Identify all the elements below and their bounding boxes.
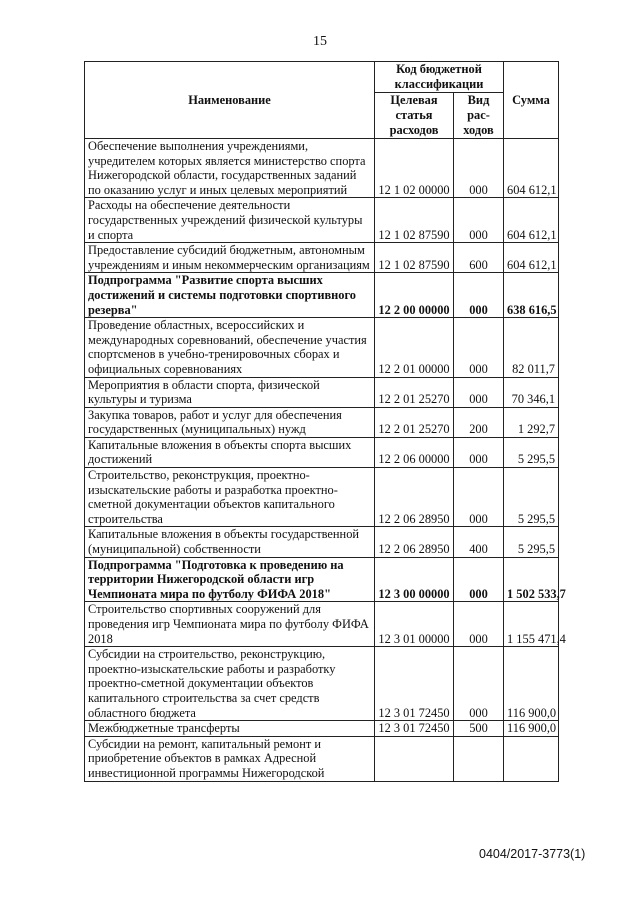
table-row [85,468,559,527]
row-target-article: 12 2 01 00000 [375,318,454,377]
row-target-article: 12 2 00 00000 [375,273,454,318]
document-number: 0404/2017-3773(1) [479,847,586,861]
table-row [85,273,559,318]
row-sum: 604 612,1 [504,198,559,243]
row-expense-type: 000 [454,602,504,647]
row-sum: 604 612,1 [504,243,559,273]
table-row [85,527,559,557]
row-expense-type: 500 [454,721,504,737]
row-target-article: 12 1 02 00000 [375,139,454,198]
row-name: Подпрограмма "Развитие спорта высших достижений и системы подготовки спортивного резерва" [85,273,375,318]
row-name: Мероприятия в области спорта, физической культуры и туризма [85,377,375,407]
row-target-article: 12 2 06 28950 [375,468,454,527]
row-sum: 70 346,1 [504,377,559,407]
row-expense-type: 000 [454,318,504,377]
table-body [85,139,566,782]
row-name: Капитальные вложения в объекты спорта высших достижений [85,437,375,467]
row-target-article: 12 2 01 25270 [375,407,454,437]
row-name: Капитальные вложения в объекты государственной (муниципальной) собственности [85,527,375,557]
row-expense-type: 000 [454,557,504,602]
row-name: Подпрограмма "Подготовка к проведению на территории Нижегородской области игр Чемпионата мира по футболу ФИФА 2018" [85,557,375,602]
table-header [85,62,559,139]
row-expense-type: 000 [454,273,504,318]
row-sum: 116 900,0 [504,721,559,737]
row-sum: 638 616,5 [504,273,559,318]
table-row [85,437,559,467]
table-row [85,407,559,437]
row-sum [504,736,559,781]
row-name: Предоставление субсидий бюджетным, автономным учреждениям и иным некоммерческим организациям [85,243,375,273]
row-expense-type: 000 [454,198,504,243]
row-name: Строительство, реконструкция, проектно-изыскательские работы и разработка проектно-сметной документации объектов капитального строительства [85,468,375,527]
row-target-article: 12 3 01 00000 [375,602,454,647]
table-row [85,318,559,377]
row-target-article: 12 2 06 28950 [375,527,454,557]
row-expense-type: 000 [454,437,504,467]
row-expense-type: 000 [454,647,504,721]
row-expense-type: 200 [454,407,504,437]
header-code-group: Код бюджетной классификации [375,62,504,93]
table-row [85,602,559,647]
table-row [85,243,559,273]
row-target-article: 12 1 02 87590 [375,198,454,243]
budget-table [84,61,566,782]
table-row [85,557,559,602]
row-sum: 5 295,5 [504,527,559,557]
row-name: Строительство спортивных сооружений для проведения игр Чемпионата мира по футболу ФИФА 2018 [85,602,375,647]
row-expense-type: 400 [454,527,504,557]
row-target-article: 12 3 01 72450 [375,647,454,721]
row-sum: 1 155 471,4 [504,602,559,647]
row-expense-type [454,736,504,781]
row-sum: 116 900,0 [504,647,559,721]
header-expense-type: Вид рас-ходов [454,93,504,139]
page-number: 15 [313,34,327,49]
row-sum: 604 612,1 [504,139,559,198]
row-target-article: 12 1 02 87590 [375,243,454,273]
row-target-article: 12 3 01 72450 [375,721,454,737]
row-sum: 82 011,7 [504,318,559,377]
table-row [85,647,559,721]
row-sum: 5 295,5 [504,468,559,527]
row-target-article: 12 3 00 00000 [375,557,454,602]
table-row [85,736,559,781]
row-sum: 1 502 533,7 [504,557,559,602]
row-target-article: 12 2 06 00000 [375,437,454,467]
row-expense-type: 000 [454,468,504,527]
row-target-article [375,736,454,781]
row-sum: 5 295,5 [504,437,559,467]
row-name: Межбюджетные трансферты [85,721,375,737]
row-name: Субсидии на ремонт, капитальный ремонт и приобретение объектов в рамках Адресной инвестиционной программы Нижегородской [85,736,375,781]
table-row [85,139,559,198]
row-name: Субсидии на строительство, реконструкцию, проектно-изыскательские работы и разработку проектно-сметной документации объектов капитального строительства за счет средств областного бюджета [85,647,375,721]
row-name: Расходы на обеспечение деятельности государственных учреждений физической культуры и спорта [85,198,375,243]
table-row [85,721,559,737]
row-expense-type: 000 [454,139,504,198]
row-name: Проведение областных, всероссийских и международных соревнований, обеспечение участия спортсменов в учебно-тренировочных сборах и официальных соревнованиях [85,318,375,377]
row-target-article: 12 2 01 25270 [375,377,454,407]
row-name: Закупка товаров, работ и услуг для обеспечения государственных (муниципальных) нужд [85,407,375,437]
row-sum: 1 292,7 [504,407,559,437]
header-target-article: Целевая статья расходов [375,93,454,139]
header-sum: Сумма [504,62,559,139]
row-expense-type: 000 [454,377,504,407]
header-name: Наименование [85,62,375,139]
table-row [85,377,559,407]
row-name: Обеспечение выполнения учреждениями, учредителем которых является министерство спорта Нижегородской области, государственных заданий по оказанию услуг и иных целевых мероприятий [85,139,375,198]
row-expense-type: 600 [454,243,504,273]
table-row [85,198,559,243]
